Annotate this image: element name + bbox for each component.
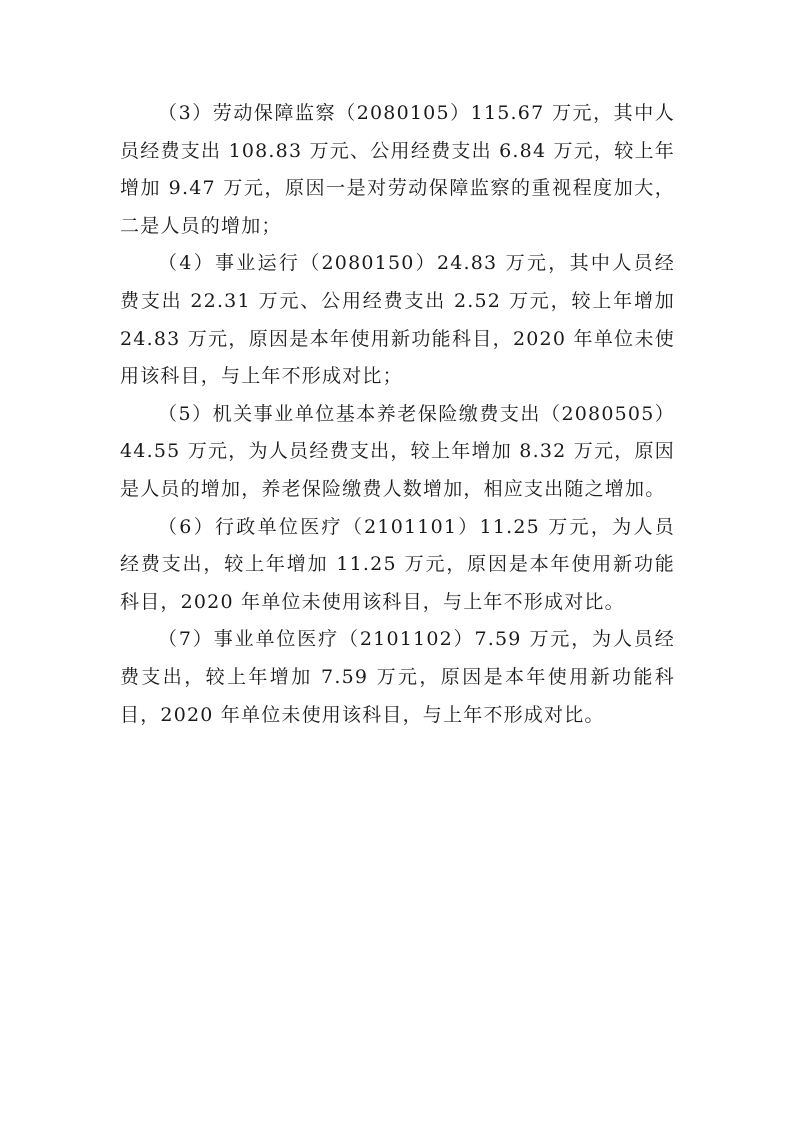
paragraph-institution-medical: （7）事业单位医疗（2101102）7.59 万元，为人员经费支出，较上年增加 7.59 万元，原因是本年使用新功能科目，2020 年单位未使用该科目，与上年不形成对比。: [120, 628, 675, 726]
paragraph-operations: （4）事业运行（2080150）24.83 万元，其中人员经费支出 22.31 万元、公用经费支出 2.52 万元，较上年增加 24.83 万元，原因是本年使用新功能科目，2020 年单位未使用该科目，与上年不形成对比；: [120, 252, 675, 388]
paragraph-labor-inspection: （3）劳动保障监察（2080105）115.67 万元，其中人员经费支出 108.83 万元、公用经费支出 6.84 万元，较上年增加 9.47 万元，原因一是对劳动保障监察的重视程度加大，二是人员的增加；: [120, 102, 675, 237]
paragraph-admin-medical: （6）行政单位医疗（2101101）11.25 万元，为人员经费支出，较上年增加 11.25 万元，原因是本年使用新功能科目，2020 年单位未使用该科目，与上年不形成对比。: [120, 515, 675, 613]
document-body: [120, 95, 675, 734]
paragraph-pension-insurance: （5）机关事业单位基本养老保险缴费支出（2080505）44.55 万元，为人员经费支出，较上年增加 8.32 万元，原因是人员的增加，养老保险缴费人数增加，相应支出随之增加。: [120, 402, 675, 500]
